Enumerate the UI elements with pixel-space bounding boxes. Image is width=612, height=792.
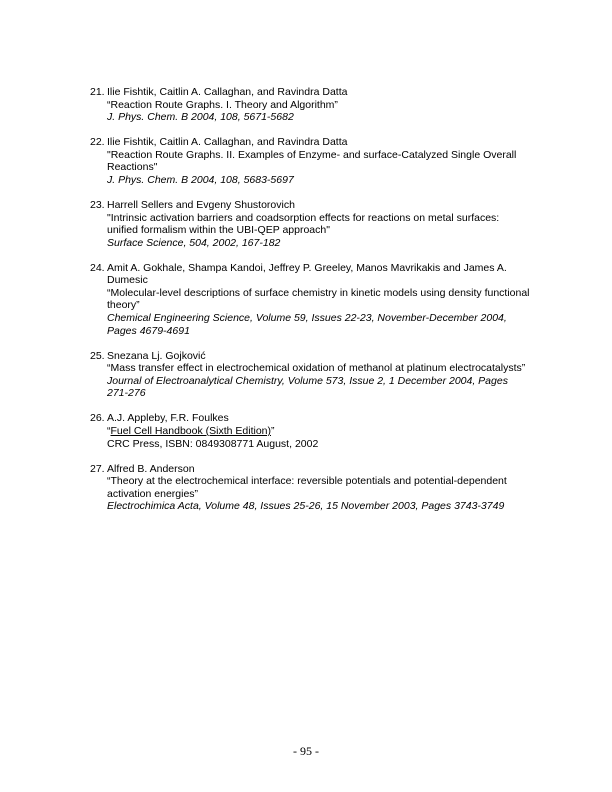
close-quote: ” [271, 425, 275, 438]
reference-title: "Reaction Route Graphs. II. Examples of Enzyme- and surface-Catalyzed Single Overall Reactions" [107, 148, 517, 174]
reference-number: 23. [90, 198, 105, 211]
page-number: - 95 - [293, 744, 319, 758]
reference-item-24 [90, 262, 530, 338]
reference-item-22 [90, 136, 530, 186]
reference-item-27 [90, 463, 530, 513]
reference-publisher: CRC Press, ISBN: 0849308771 August, 2002 [107, 437, 319, 450]
open-quote: “ [107, 425, 111, 438]
reference-journal: J. Phys. Chem. B 2004, 108, 5671-5682 [107, 111, 294, 124]
reference-title: "Intrinsic activation barriers and coadsorption effects for reactions on metal surfaces: unified formalism within the UBI-QEP approach" [107, 211, 500, 237]
reference-number: 22. [90, 136, 105, 149]
book-title-link[interactable]: Fuel Cell Handbook (Sixth Edition) [110, 425, 271, 438]
reference-authors: Harrell Sellers and Evgeny Shustorovich [107, 198, 295, 211]
reference-list [90, 86, 530, 525]
reference-number: 21. [90, 86, 105, 98]
reference-journal: Journal of Electroanalytical Chemistry, Volume 573, Issue 2, 1 December 2004, Pages 271-276 [107, 374, 508, 400]
reference-authors: Ilie Fishtik, Caitlin A. Callaghan, and Ravindra Datta [107, 86, 348, 98]
reference-item-21 [90, 86, 530, 124]
reference-item-26 [90, 412, 530, 450]
reference-item-23 [90, 199, 530, 249]
reference-title-line [107, 425, 530, 438]
reference-authors: Alfred B. Anderson [107, 462, 195, 475]
reference-journal: J. Phys. Chem. B 2004, 108, 5683-5697 [107, 173, 294, 186]
reference-authors: A.J. Appleby, F.R. Foulkes [107, 412, 229, 425]
reference-title: “Theory at the electrochemical interface: reversible potentials and potential-dependent activation energies” [107, 475, 507, 500]
reference-authors: Snezana Lj. Gojković [107, 349, 206, 362]
reference-number: 27. [90, 462, 105, 475]
reference-authors: Ilie Fishtik, Caitlin A. Callaghan, and Ravindra Datta [107, 136, 348, 149]
reference-journal: Surface Science, 504, 2002, 167-182 [107, 236, 281, 249]
reference-number: 24. [90, 261, 105, 274]
reference-authors: Amit A. Gokhale, Shampa Kandoi, Jeffrey P. Greeley, Manos Mavrikakis and James A. Dumesic [107, 261, 507, 287]
reference-title: “Molecular-level descriptions of surface chemistry in kinetic models using density functional theory” [107, 286, 530, 312]
reference-item-25 [90, 350, 530, 400]
reference-journal: Chemical Engineering Science, Volume 59, Issues 22-23, November-December 2004, Pages 4679-4691 [107, 312, 507, 337]
reference-title: “Mass transfer effect in electrochemical oxidation of methanol at platinum electrocatalysts” [107, 362, 526, 375]
reference-number: 26. [90, 412, 105, 425]
reference-journal: Electrochimica Acta, Volume 48, Issues 25-26, 15 November 2003, Pages 3743-3749 [107, 500, 505, 513]
reference-number: 25. [90, 349, 105, 362]
reference-title: “Reaction Route Graphs. I. Theory and Algorithm” [107, 98, 338, 111]
